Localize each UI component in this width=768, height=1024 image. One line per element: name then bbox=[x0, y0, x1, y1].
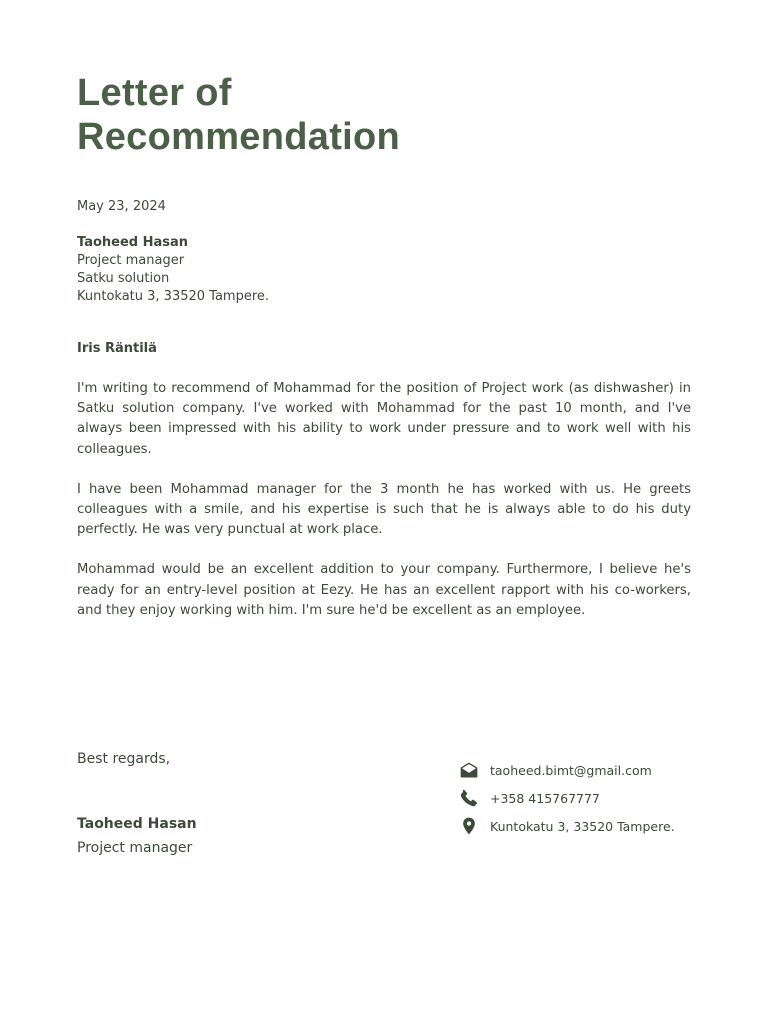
signature-title: Project manager bbox=[77, 840, 193, 856]
letter-date: May 23, 2024 bbox=[77, 199, 166, 214]
sender-name: Taoheed Hasan bbox=[77, 235, 189, 250]
body-paragraph: Mohammad would be an excellent addition to your company. Furthermore, I believe he's ready for an entry-level position at Eezy. He has an excellent rapport with his co-workers, and they enjoy working with him. I'm sure he'd be excellent as an employee. bbox=[77, 562, 691, 618]
contact-phone[interactable]: +358 415767777 bbox=[490, 790, 600, 806]
phone-icon bbox=[458, 787, 480, 809]
letter-title: Letter of Recommendation bbox=[77, 72, 401, 158]
sender-company: Satku solution bbox=[77, 271, 170, 286]
contact-address: Kuntokatu 3, 33520 Tampere. bbox=[490, 818, 675, 834]
contact-email-row bbox=[458, 756, 718, 784]
sender-address: Kuntokatu 3, 33520 Tampere. bbox=[77, 289, 270, 304]
recipient-name: Iris Räntilä bbox=[77, 341, 157, 356]
contact-email[interactable]: taoheed.bimt@gmail.com bbox=[490, 762, 652, 778]
letter-body bbox=[77, 379, 691, 641]
sender-block bbox=[77, 234, 269, 306]
body-paragraph: I have been Mohammad manager for the 3 month he has worked with us. He greets colleagues with a smile, and his expertise is such that he is always able to do his duty perfectly. He was very punctual at work place. bbox=[77, 481, 691, 538]
closing-salutation: Best regards, bbox=[77, 751, 171, 767]
contact-block bbox=[458, 756, 718, 840]
body-paragraph: I'm writing to recommend of Mohammad for the position of Project work (as dishwasher) in Satku solution company. I've worked with Mohammad for the past 10 month, and I've always been impressed with his ability to work under pressure and to work well with his colleagues. bbox=[77, 381, 691, 457]
contact-phone-row bbox=[458, 784, 718, 812]
envelope-icon bbox=[458, 759, 480, 781]
signature-name: Taoheed Hasan bbox=[77, 816, 197, 832]
location-pin-icon bbox=[458, 815, 480, 837]
contact-address-row bbox=[458, 812, 718, 840]
sender-role: Project manager bbox=[77, 253, 185, 268]
